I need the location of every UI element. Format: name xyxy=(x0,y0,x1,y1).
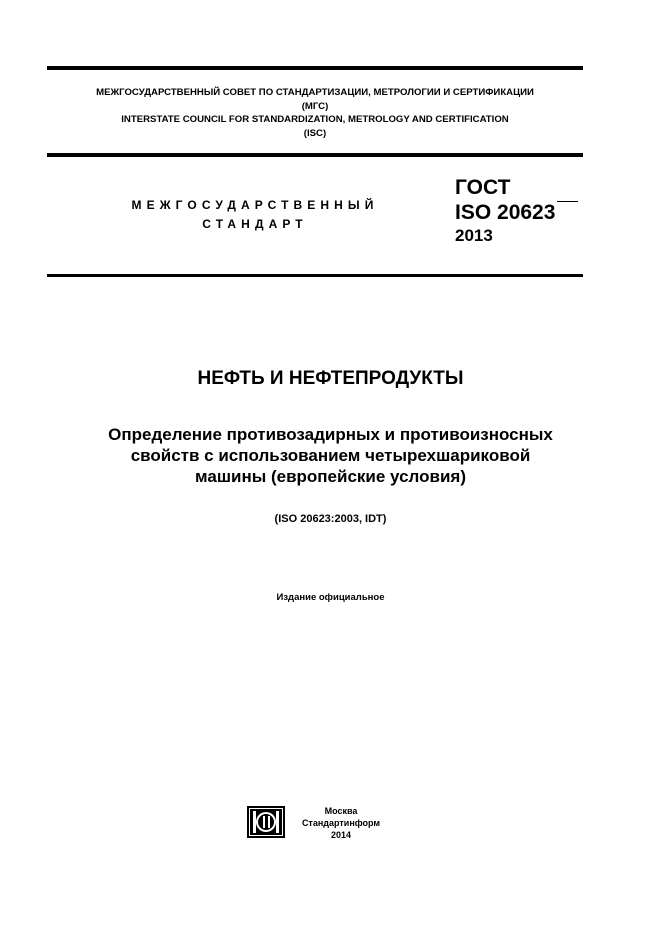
gost-number: ISO 20623 xyxy=(455,201,556,224)
council-header xyxy=(47,86,583,140)
top-rule xyxy=(47,66,583,70)
standard-type-line2: СТАНДАРТ xyxy=(202,217,308,231)
standard-type xyxy=(105,196,405,234)
publisher-city: Москва xyxy=(324,806,358,816)
council-en-line2: (ISC) xyxy=(303,127,327,139)
header-bottom-rule xyxy=(47,153,583,157)
iso-reference: (ISO 20623:2003, IDT) xyxy=(274,513,387,525)
publisher-name: Стандартинформ xyxy=(301,818,381,828)
standartinform-logo-icon xyxy=(247,806,285,838)
council-en-line1: INTERSTATE COUNCIL FOR STANDARDIZATION, METROLOGY AND CERTIFICATION xyxy=(121,114,509,125)
subtitle-line2: свойств с использованием четырехшариковой xyxy=(130,446,531,465)
publisher-year: 2014 xyxy=(330,830,352,840)
gost-label: ГОСТ xyxy=(455,176,511,199)
gost-dash xyxy=(557,201,578,203)
document-title: НЕФТЬ И НЕФТЕПРОДУКТЫ xyxy=(197,368,464,389)
gost-number-row xyxy=(455,200,578,225)
gost-year: 2013 xyxy=(455,226,493,245)
edition-note: Издание официальное xyxy=(276,592,385,603)
subtitle-line3: машины (европейские условия) xyxy=(195,467,466,486)
designation-bottom-rule xyxy=(47,274,583,277)
publisher-imprint xyxy=(296,805,386,841)
council-ru-line1: МЕЖГОСУДАРСТВЕННЫЙ СОВЕТ ПО СТАНДАРТИЗАЦИИ, МЕТРОЛОГИИ И СЕРТИФИКАЦИИ xyxy=(96,87,534,98)
gost-designation xyxy=(455,175,578,247)
subtitle-line1: Определение противозадирных и противоизносных xyxy=(108,425,553,444)
document-subtitle xyxy=(30,424,631,487)
standard-type-line1: МЕЖГОСУДАРСТВЕННЫЙ xyxy=(131,198,379,212)
council-ru-line2: (МГС) xyxy=(301,100,329,112)
